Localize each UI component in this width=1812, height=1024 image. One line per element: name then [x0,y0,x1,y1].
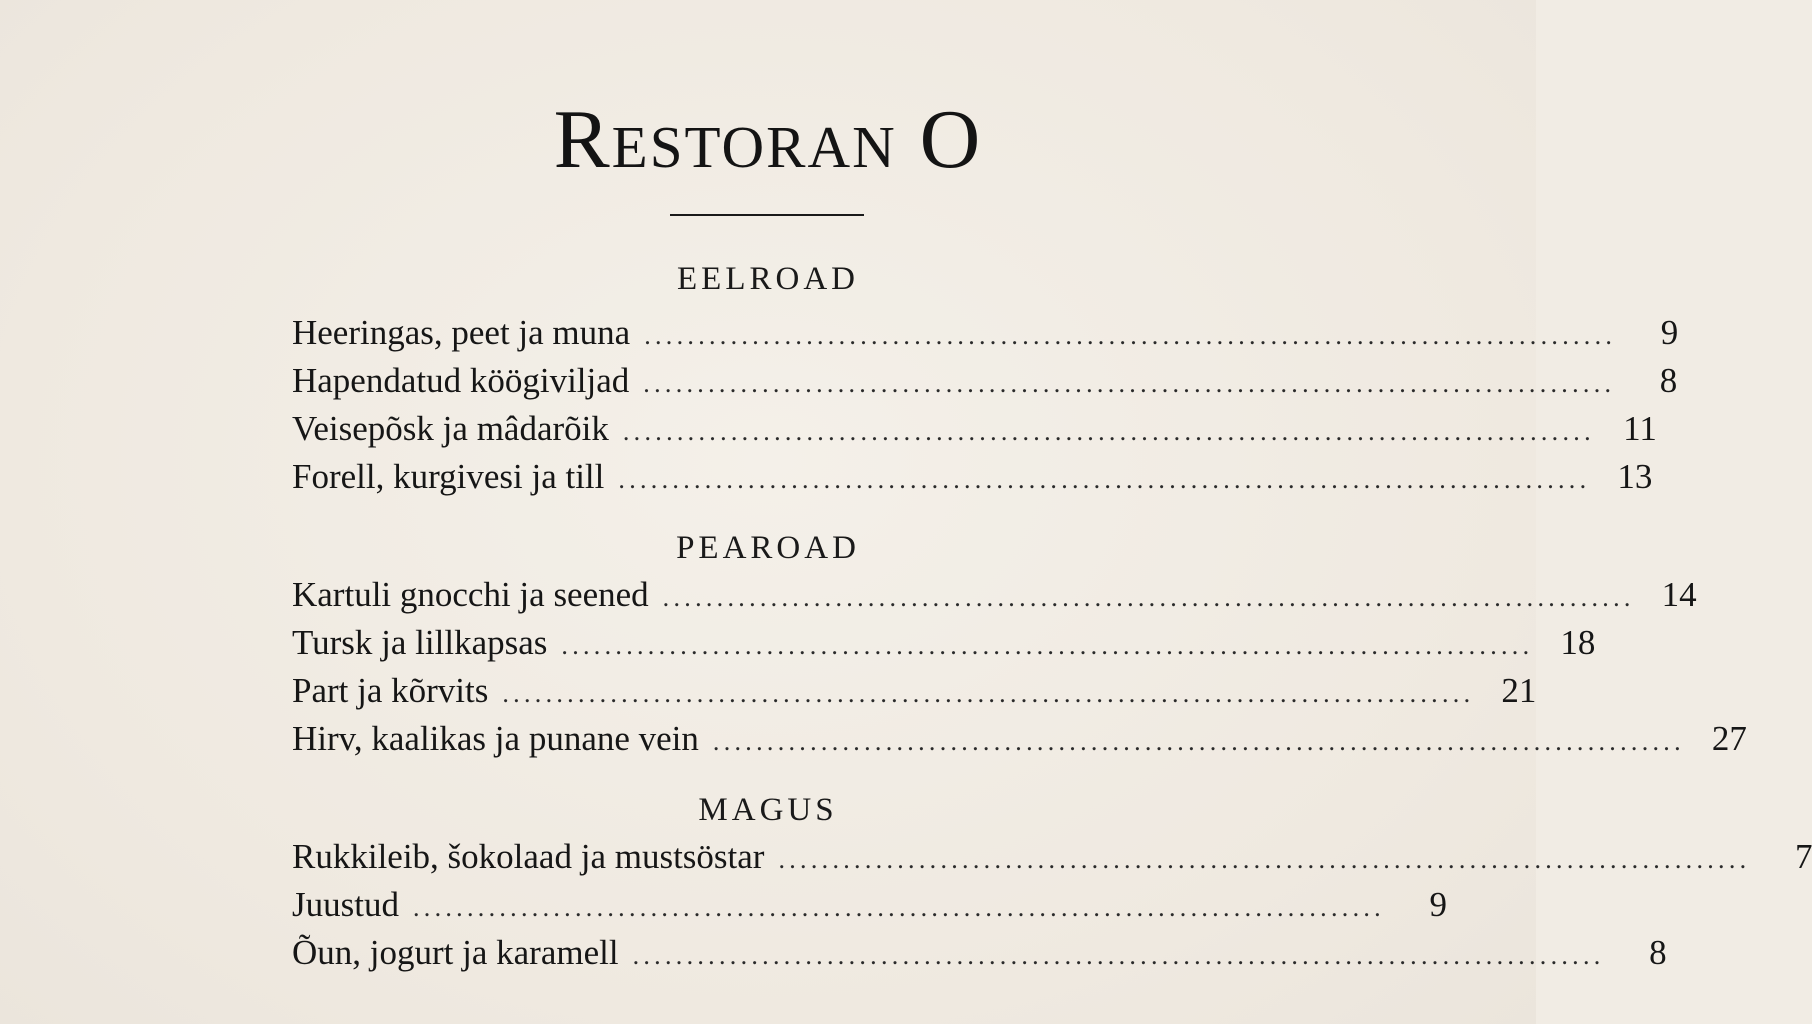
menu-item-name: Hapendatud köögiviljad [292,361,630,400]
menu-item [292,883,1447,927]
menu-item [292,407,1657,451]
menu-item-name: Forell, kurgivesi ja till [292,457,605,496]
menu-item-name: Kartuli gnocchi ja seened [292,575,649,614]
dot-leader: .......................................................................................... [778,845,1751,874]
dot-leader: .......................................................................................... [618,465,1591,494]
menu-item [292,359,1678,403]
menu-item [292,931,1667,975]
menu-item [292,717,1747,761]
dot-leader: .......................................................................................... [622,417,1595,446]
menu-item [292,835,1812,879]
menu-item-price: 21 [1501,671,1537,710]
menu-item-price: 9 [1429,885,1447,924]
menu-item [292,455,1653,499]
restaurant-title: Restoran O [553,93,983,186]
menu-item [292,621,1596,665]
menu-item-name: Tursk ja lillkapsas [292,623,548,662]
dot-leader: .......................................................................................... [632,941,1605,970]
menu-item-name: Juustud [292,885,399,924]
menu-item-price: 8 [1659,361,1678,400]
menu-item-price: 9 [1660,313,1679,352]
dot-leader: .......................................................................................... [712,727,1685,756]
section-title-pearoad: PEAROAD [676,530,860,566]
menu-item-price: 7 [1794,837,1812,876]
menu-item-name: Veisepõsk ja mâdarõik [292,409,609,448]
menu-item-price: 11 [1623,409,1657,448]
dot-leader: .......................................................................................... [561,631,1534,660]
section-title-magus: MAGUS [698,792,838,828]
menu-item-name: Rukkileib, šokolaad ja mustsöstar [292,837,765,876]
dot-leader: .......................................................................................... [643,369,1616,398]
menu-item-price: 18 [1560,623,1596,662]
menu-item [292,573,1697,617]
menu-item [292,669,1537,713]
menu-item-price: 27 [1711,719,1747,758]
menu-item-name: Heeringas, peet ja muna [292,313,631,352]
menu-item-price: 13 [1617,457,1653,496]
dot-leader: .......................................................................................... [662,583,1635,612]
menu-item-name: Õun, jogurt ja karamell [292,933,619,972]
menu-item [292,311,1679,355]
menu-item-name: Part ja kõrvits [292,671,489,710]
dot-leader: .......................................................................................... [644,321,1617,350]
title-divider [670,214,864,216]
section-title-eelroad: EELROAD [677,261,859,297]
menu-item-name: Hirv, kaalikas ja punane vein [292,719,699,758]
menu-item-price: 14 [1661,575,1697,614]
dot-leader: .......................................................................................... [502,679,1475,708]
dot-leader: .......................................................................................... [412,893,1385,922]
menu-item-price: 8 [1649,933,1667,972]
